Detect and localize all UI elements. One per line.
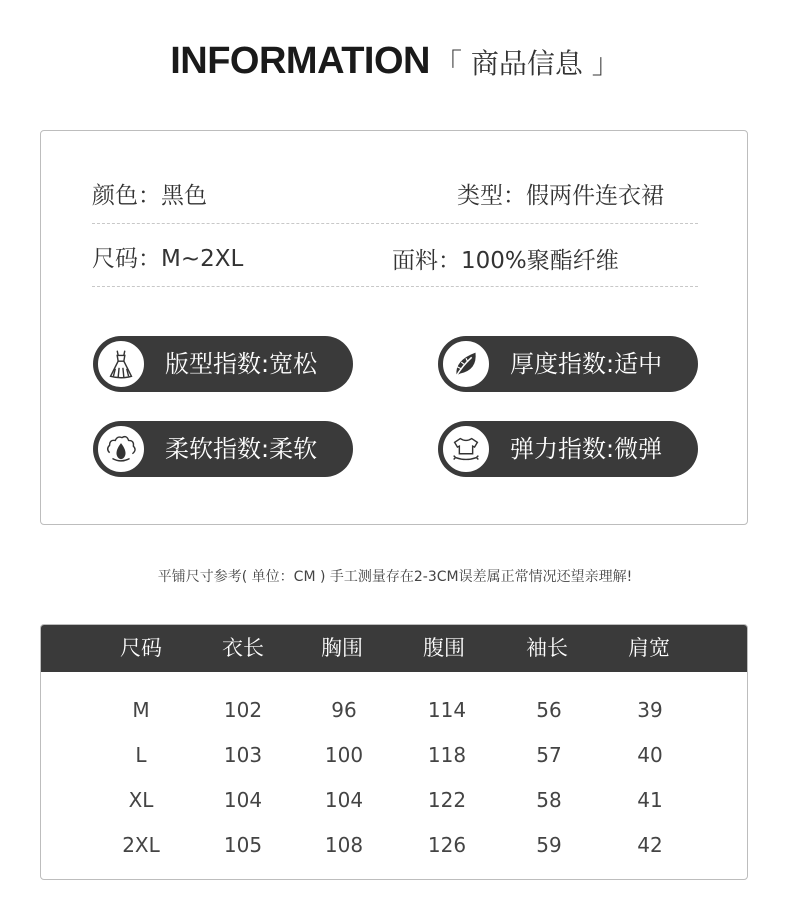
- header-cell: 袖长: [526, 636, 568, 660]
- softness-index-badge: [93, 421, 353, 477]
- header-cell: 衣长: [222, 636, 264, 660]
- softness-index-label: 柔软指数:柔软: [165, 435, 318, 463]
- header-cell: 尺码: [120, 636, 162, 660]
- table-cell: 105: [223, 833, 263, 857]
- table-cell: 114: [427, 698, 467, 722]
- size-table-header: [41, 625, 747, 672]
- title-zh: 「 商品信息 」: [433, 46, 620, 80]
- info-fabric: 面料：100%聚酯纤维: [392, 248, 619, 274]
- table-cell: 56: [536, 698, 562, 722]
- table-cell: 96: [331, 698, 357, 722]
- table-cell: 59: [536, 833, 562, 857]
- elasticity-index-label: 弹力指数:微弹: [510, 435, 663, 463]
- soft-drop-icon: [96, 424, 146, 474]
- table-cell: 104: [324, 788, 364, 812]
- header-cell: 腹围: [423, 636, 465, 660]
- table-cell: 122: [427, 788, 467, 812]
- table-cell: 104: [223, 788, 263, 812]
- table-cell: 2XL: [122, 833, 160, 857]
- table-cell: 57: [536, 743, 562, 767]
- dress-icon: [96, 339, 146, 389]
- table-cell: L: [135, 743, 147, 767]
- divider: [92, 223, 698, 224]
- table-cell: 39: [637, 698, 663, 722]
- table-cell: 108: [324, 833, 364, 857]
- divider: [92, 286, 698, 287]
- elasticity-index-badge: [438, 421, 698, 477]
- table-cell: 41: [637, 788, 663, 812]
- table-cell: 42: [637, 833, 663, 857]
- leaf-icon: [441, 339, 491, 389]
- measurement-note: 平铺尺寸参考( 单位：CM ) 手工测量存在2-3CM误差属正常情况还望亲理解!: [157, 569, 633, 585]
- fit-index-label: 版型指数:宽松: [165, 350, 318, 378]
- fit-index-badge: [93, 336, 353, 392]
- table-cell: 102: [223, 698, 263, 722]
- thickness-index-badge: [438, 336, 698, 392]
- header-cell: 胸围: [321, 636, 363, 660]
- info-type: 类型：假两件连衣裙: [457, 183, 664, 209]
- table-cell: 100: [324, 743, 364, 767]
- product-info-box: [40, 130, 748, 525]
- thickness-index-label: 厚度指数:适中: [510, 350, 663, 378]
- size-table: [40, 624, 748, 880]
- table-cell: M: [132, 698, 150, 722]
- table-cell: 58: [536, 788, 562, 812]
- info-color: 颜色：黑色: [92, 183, 207, 209]
- table-cell: 40: [637, 743, 663, 767]
- table-cell: 126: [427, 833, 467, 857]
- info-size: 尺码：M~2XL: [92, 246, 244, 272]
- table-cell: 118: [427, 743, 467, 767]
- header-cell: 肩宽: [628, 636, 670, 660]
- table-cell: 103: [223, 743, 263, 767]
- title-en: INFORMATION: [170, 40, 430, 82]
- stretch-shirt-icon: [441, 424, 491, 474]
- table-cell: XL: [128, 788, 154, 812]
- page-title: [0, 40, 790, 83]
